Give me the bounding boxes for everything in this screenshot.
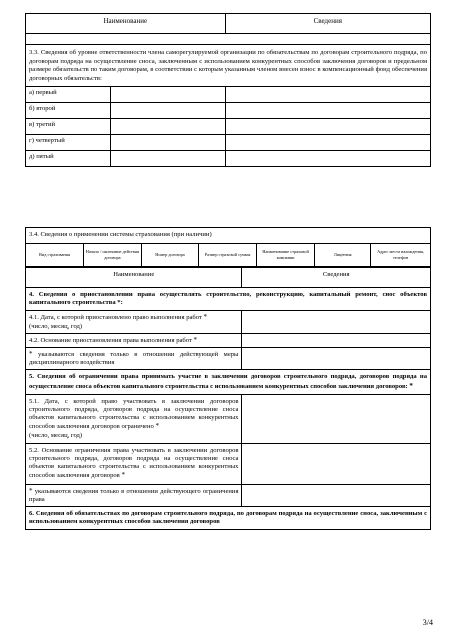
section-3-3-text: 3.3. Сведения об уровне ответственности члена саморегулируемой организации по обязательствам по договорам строительного подряда, по договорам подряда на осуществление сноса, заключенным с использованием конкурентных способов заключения договоров и предельном размере обязательств по таким договорам, в соответствии с которым указанным членом внесен взнос в компенсационный фонд обеспечения договорных обязательств: <box>26 45 431 87</box>
column-address-phone: Адрес места нахождения, телефон <box>371 244 431 267</box>
restrictions-table <box>25 267 431 530</box>
section-5-2-label: 5.2. Основание ограничения права участвовать в заключении договоров строительного подряда, договоров подряда на осуществление сноса объектов капитального строительства с использованием конкурентных способов заключения договоров * <box>26 443 242 484</box>
column-header-name-2: Наименование <box>26 268 242 288</box>
section-4-title: 4. Сведения о приостановлении права осуществлять строительство, реконструкцию, капитальный ремонт, снос объектов капитального строительства *: <box>26 288 431 311</box>
section-5-title: 5. Сведения об ограничении права принимать участие в заключении договоров строительного подряда, договоров подряда на осуществление сноса объектов капитального строительства с использованием конкурентных способов заключения договоров: * <box>26 370 431 394</box>
section-4-2-label: 4.2. Основание приостановления права выполнения работ * <box>26 333 242 347</box>
option-third: в) третий <box>26 119 111 135</box>
column-insured-sum: Размер страховой суммы <box>199 244 257 267</box>
competence-level-table <box>25 13 431 167</box>
option-second-value[interactable] <box>110 103 225 119</box>
option-first: а) первый <box>26 87 111 103</box>
option-first-info[interactable] <box>225 87 430 103</box>
option-third-info[interactable] <box>225 119 430 135</box>
section-5-note-value <box>242 484 431 506</box>
column-contract-number: Номер договора <box>141 244 199 267</box>
column-insurer-name: Наименование страховой компании <box>256 244 314 267</box>
section-6-title: 6. Сведения об обязательствах по договорам строительного подряда, по договорам подряда на осуществление сноса, заключенным с использованием конкурентных способов заключения договоров <box>26 507 431 530</box>
option-fifth: д) пятый <box>26 151 111 167</box>
section-4-1-value[interactable] <box>242 311 431 333</box>
section-4-note: * указываются сведения только в отношении действующей меры дисциплинарного воздействия <box>26 348 242 370</box>
option-fifth-info[interactable] <box>225 151 430 167</box>
section-4-note-value <box>242 348 431 370</box>
section-4-1-label: 4.1. Дата, с которой приостановлено право выполнения работ * (число, месяц, год) <box>26 311 242 333</box>
section-5-2-value[interactable] <box>242 443 431 484</box>
option-first-value[interactable] <box>110 87 225 103</box>
column-license: Лицензия <box>315 244 371 267</box>
section-5-note: * указываются сведения только в отношении действующего ограничения права <box>26 484 242 506</box>
section-4-2-value[interactable] <box>242 333 431 347</box>
option-second: б) второй <box>26 103 111 119</box>
option-fourth-info[interactable] <box>225 135 430 151</box>
option-third-value[interactable] <box>110 119 225 135</box>
option-fifth-value[interactable] <box>110 151 225 167</box>
section-5-1-value[interactable] <box>242 394 431 443</box>
column-header-info-2: Сведения <box>242 268 431 288</box>
insurance-table <box>25 227 431 267</box>
option-fourth: г) четвертый <box>26 135 111 151</box>
option-second-info[interactable] <box>225 103 430 119</box>
column-contract-period: Начало / окончание действия договора <box>84 244 142 267</box>
option-fourth-value[interactable] <box>110 135 225 151</box>
column-header-name: Наименование <box>26 14 226 34</box>
section-3-4-title: 3.4. Сведения о применении системы страхования (при наличии) <box>26 228 431 244</box>
page-number: 3/4 <box>422 618 433 627</box>
section-5-1-label: 5.1. Дата, с которой право участвовать в заключении договоров строительного подряда, договоров подряда на осуществление сноса объектов капитального строительства с использованием конкурентных способов заключения договоров ограничено * (число, месяц, год) <box>26 394 242 443</box>
column-header-info: Сведения <box>225 14 430 34</box>
column-insurance-type: Вид страхования <box>26 244 84 267</box>
